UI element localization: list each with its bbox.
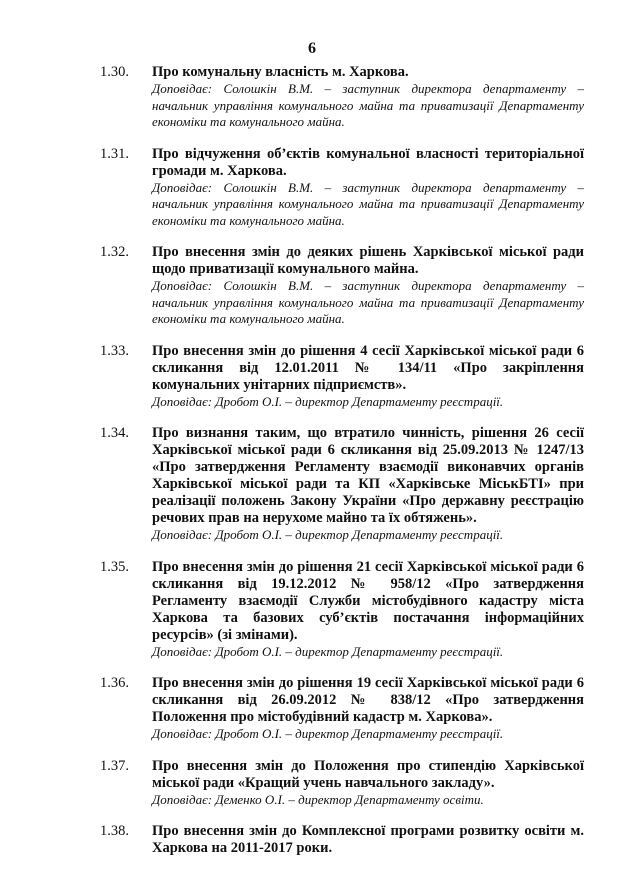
agenda-item-1-31 <box>0 146 624 230</box>
agenda-item-reporter <box>152 792 584 809</box>
agenda-item-number: 1.34. <box>100 425 129 441</box>
agenda-item-title: Про внесення змін до рішення 21 сесії Харківської міської ради 6 скликання від 19.12.2012 № 958/12 «Про затвердження Регламенту взаємодії Служби містобудівного кадастру міста Харкова та базових суб’єктів постачання інформаційних ресурсів» (зі змінами). <box>152 558 584 643</box>
agenda-item-title: Про внесення змін до деяких рішень Харківської міської ради щодо приватизації комунального майна. <box>152 244 584 277</box>
agenda-item-number: 1.33. <box>100 342 129 359</box>
reporter-label: Доповідає: <box>152 726 213 741</box>
reporter-name: Дробот О.І. – директор Департаменту реєстрації. <box>215 643 504 659</box>
agenda-item-1-38 <box>0 823 624 857</box>
agenda-item-title: Про внесення змін до Комплексної програми розвитку освіти м. Харкова на 2011-2017 роки. <box>152 823 584 856</box>
agenda-item-reporter <box>152 81 584 131</box>
agenda-item-reporter <box>152 278 584 328</box>
agenda-list <box>0 64 624 872</box>
agenda-item-reporter <box>152 394 584 411</box>
agenda-item-title: Про внесення змін до рішення 19 сесії Харківської міської ради 6 скликання від 26.09.2012 № 838/12 «Про затвердження Положення про містобудівний кадастр м. Харкова». <box>152 675 584 725</box>
agenda-item-reporter <box>152 527 584 544</box>
agenda-item-1-34 <box>0 425 624 544</box>
agenda-item-1-36 <box>0 675 624 743</box>
reporter-name: Солошкін В.М. – заступник директора департаменту – начальник управління комунального майна та приватизації Департаменту економіки та комунального майна. <box>152 81 585 129</box>
agenda-item-title: Про відчуження об’єктів комунальної власності територіальної громади м. Харкова. <box>152 145 584 179</box>
reporter-label: Доповідає: <box>152 393 213 409</box>
reporter-name: Солошкін В.М. – заступник директора департаменту – начальник управління комунального майна та приватизації Департаменту економіки та комунального майна. <box>152 278 585 326</box>
agenda-item-reporter <box>152 644 584 661</box>
reporter-label: Доповідає: <box>152 643 213 659</box>
reporter-label: Доповідає: <box>152 791 213 807</box>
reporter-name: Дробот О.І. – директор Департаменту реєстрації. <box>215 393 504 409</box>
agenda-item-title: Про внесення змін до рішення 4 сесії Харківської міської ради 6 скликання від 12.01.2011 № 134/11 «Про закріплення комунальних унітарних підприємств». <box>152 342 584 393</box>
reporter-name: Дробот О.І. – директор Департаменту реєстрації. <box>215 726 504 741</box>
agenda-item-number: 1.30. <box>100 64 129 80</box>
agenda-item-number: 1.32. <box>100 244 129 260</box>
agenda-item-1-33 <box>0 343 624 411</box>
page-number: 6 <box>308 40 316 57</box>
reporter-name: Деменко О.І. – директор Департаменту освіти. <box>215 791 484 807</box>
agenda-item-title: Про визнання таким, що втратило чинність, рішення 26 сесії Харківської міської ради 6 скликання від 25.09.2013 № 1247/13 «Про затвердження Регламенту взаємодії виконавчих органів Харківської міської ради та КП «Харківське МіськБТІ» при реалізації положень Закону України «Про державну реєстрацію речових прав на нерухоме майно та їх обтяжень». <box>152 425 584 526</box>
agenda-item-1-30 <box>0 64 624 131</box>
agenda-item-title: Про внесення змін до Положення про стипендію Харківської міської ради «Кращий учень навчального закладу». <box>152 757 584 791</box>
agenda-item-number: 1.31. <box>100 145 129 162</box>
agenda-item-1-32 <box>0 244 624 328</box>
reporter-name: Дробот О.І. – директор Департаменту реєстрації. <box>215 527 504 542</box>
agenda-item-reporter <box>152 726 584 743</box>
reporter-label: Доповідає: <box>152 527 213 542</box>
agenda-item-number: 1.38. <box>100 823 129 839</box>
agenda-item-1-37 <box>0 758 624 809</box>
agenda-item-number: 1.36. <box>100 675 129 691</box>
reporter-label: Доповідає: <box>152 278 213 293</box>
agenda-item-number: 1.37. <box>100 757 129 774</box>
agenda-item-title: Про комунальну власність м. Харкова. <box>152 64 409 80</box>
agenda-item-reporter <box>152 180 584 230</box>
agenda-item-1-35 <box>0 559 624 661</box>
reporter-name: Солошкін В.М. – заступник директора департаменту – начальник управління комунального майна та приватизації Департаменту економіки та комунального майна. <box>152 179 585 228</box>
agenda-item-number: 1.35. <box>100 558 129 575</box>
reporter-label: Доповідає: <box>152 179 213 195</box>
reporter-label: Доповідає: <box>152 81 213 96</box>
